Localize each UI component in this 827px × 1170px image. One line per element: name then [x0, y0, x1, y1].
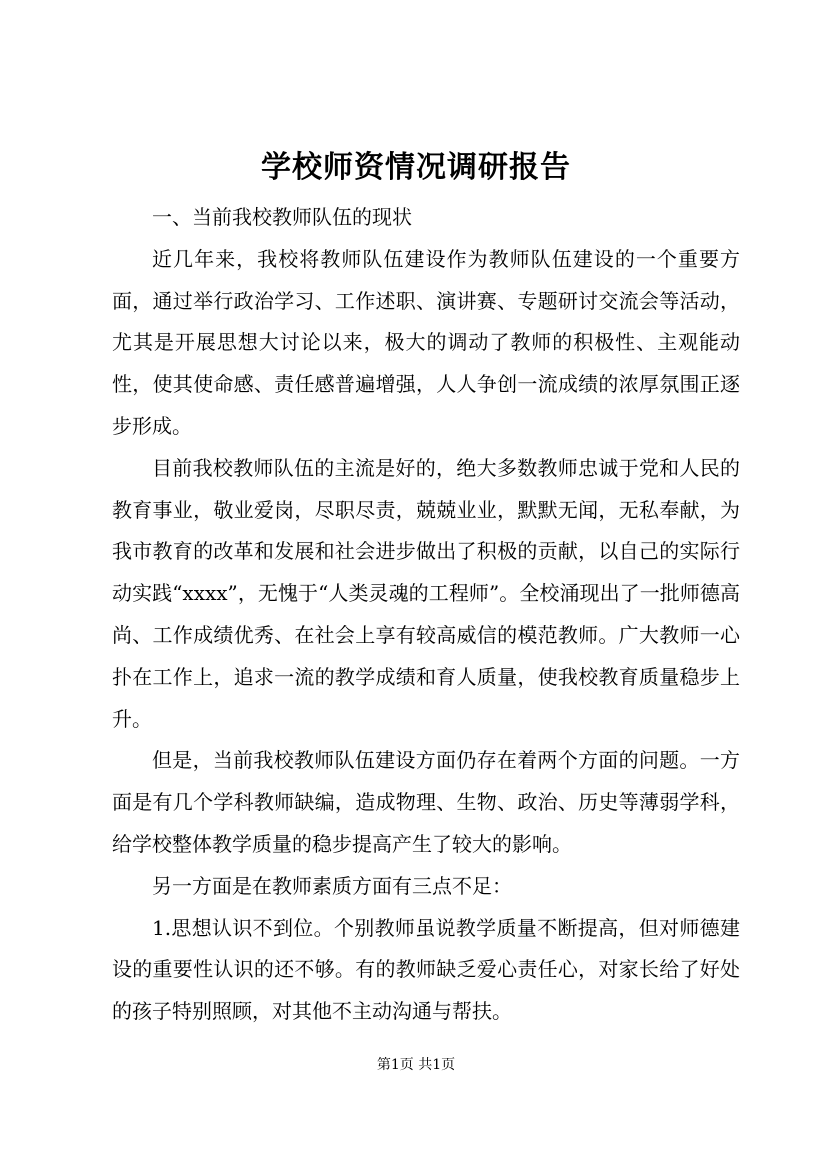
- paragraph: 另一方面是在教师素质方面有三点不足：: [152, 873, 512, 898]
- section-heading: 一、当前我校教师队伍的现状: [152, 205, 412, 229]
- document-body: [112, 197, 740, 1033]
- paragraph: 但是，当前我校教师队伍建设方面仍存在着两个方面的问题。一方面是有几个学科教师缺编，造成物理、生物、政治、历史等薄弱学科，给学校整体教学质量的稳步提高产生了较大的影响。: [112, 748, 740, 856]
- document-title: 学校师资情况调研报告: [261, 150, 571, 185]
- document-page: [112, 0, 740, 1170]
- paragraph: 目前我校教师队伍的主流是好的，绝大多数教师忠诚于党和人民的教育事业，敬业爱岗，尽职尽责，兢兢业业，默默无闻，无私奉献，为我市教育的改革和发展和社会进步做出了积极的贡献，以自己的实际行动实践“xxxx”，无愧于“人类灵魂的工程师”。全校涌现出了一批师德高尚、工作成绩优秀、在社会上享有较高威信的模范教师。广大教师一心扑在工作上，追求一流的教学成绩和育人质量，使我校教育质量稳步上升。: [112, 455, 740, 731]
- page-footer: 第1页 共1页: [376, 1057, 456, 1073]
- paragraph: 1.思想认识不到位。个别教师虽说教学质量不断提高，但对师德建设的重要性认识的还不够。有的教师缺乏爱心责任心，对家长给了好处的孩子特别照顾，对其他不主动沟通与帮扶。: [112, 915, 740, 1024]
- paragraph: 近几年来，我校将教师队伍建设作为教师队伍建设的一个重要方面，通过举行政治学习、工作述职、演讲赛、专题研讨交流会等活动，尤其是开展思想大讨论以来，极大的调动了教师的积极性、主观能动性，使其使命感、责任感普遍增强，人人争创一流成绩的浓厚氛围正逐步形成。: [112, 246, 740, 438]
